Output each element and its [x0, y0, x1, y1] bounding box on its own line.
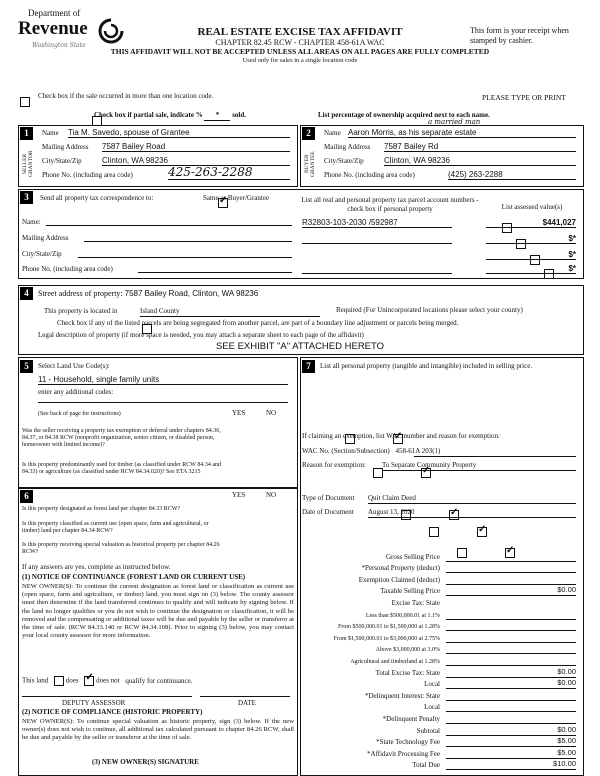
print-note: PLEASE TYPE OR PRINT	[482, 93, 566, 102]
tax-row-value[interactable]	[446, 632, 576, 643]
tax-row-value[interactable]	[446, 609, 576, 620]
buyer-side-label: BUYER GRANTEE	[304, 151, 316, 177]
parcel-number-2[interactable]	[302, 243, 452, 244]
reason-field[interactable]: To Separate Community Property	[382, 461, 576, 471]
tax-row	[300, 608, 582, 620]
notice3-title: (3) NEW OWNER(S) SIGNATURE	[92, 758, 199, 766]
land-does-checkbox[interactable]	[54, 676, 64, 686]
dept-top-text: Department of	[28, 8, 81, 18]
section-1-number: 1	[20, 127, 33, 140]
corr-city-label: City/State/Zip	[22, 250, 62, 258]
seller-side-label: SELLER GRANTOR	[22, 150, 34, 178]
buyer-name-field[interactable]: Aaron Morris, as his separate estate	[348, 128, 576, 138]
tax-row-value[interactable]	[446, 574, 576, 585]
notice2-text: NEW OWNER(S): To continue special valuation as historic property, sign (3) below. If the new owner(s) does not wish to continue, all additional tax calculated pursuant to chapter 84.26 RCW, shall be due and payable by the seller or transferor at the time of sale.	[22, 718, 294, 742]
section-5-number: 5	[20, 360, 33, 373]
tax-row	[300, 585, 582, 597]
buyer-phone-label: Phone No. (including area code)	[324, 171, 415, 179]
seller-phone-label: Phone No. (including area code)	[42, 171, 133, 179]
partial-sale-percent[interactable]: *	[204, 111, 230, 121]
assessed-value-1[interactable]: $441,027	[486, 218, 576, 228]
continuance-row	[22, 676, 192, 686]
s5-no-header: NO	[266, 409, 277, 417]
parcel-number-1[interactable]: R32803-103-2030 /592987	[302, 218, 452, 228]
corr-city-field[interactable]	[78, 257, 292, 258]
assessed-value-3[interactable]: $*	[486, 250, 576, 260]
wac-field[interactable]: 458-61A 203(1)	[395, 447, 441, 455]
tax-row	[300, 724, 582, 736]
tax-row-value	[446, 598, 576, 608]
corr-mail-field[interactable]	[84, 241, 292, 242]
street-row	[38, 289, 258, 299]
send-correspondence-label: Send all property tax correspondence to:	[40, 194, 154, 202]
tax-row-label: Local	[424, 703, 440, 712]
qualify-label: qualify for continuance.	[125, 676, 193, 685]
tax-row	[300, 654, 582, 666]
seller-city-label: City/State/Zip	[42, 157, 82, 165]
partial-sale-row	[94, 111, 246, 121]
tax-row	[300, 573, 582, 585]
doc-date-field[interactable]: August 13, 2020	[368, 508, 576, 518]
parcel-number-4[interactable]	[302, 273, 452, 274]
tax-row-value[interactable]	[446, 701, 576, 712]
notice1-title: (1) NOTICE OF CONTINUANCE (FOREST LAND OR CURRENT USE)	[22, 573, 246, 581]
tax-row-value[interactable]	[446, 713, 576, 724]
back-note: (See back of page for instructions)	[38, 411, 121, 417]
tax-row	[300, 620, 582, 632]
county-field[interactable]: Island County	[140, 307, 320, 317]
tax-row	[300, 631, 582, 643]
form-warning: THIS AFFIDAVIT WILL NOT BE ACCEPTED UNLESS ALL AREAS ON ALL PAGES ARE FULLY COMPLETED	[110, 47, 490, 56]
section-7-number: 7	[302, 360, 315, 373]
land-does-not-checkbox[interactable]	[84, 676, 94, 686]
tax-row-label: Agricultural and timberland at 1.28%	[350, 658, 440, 665]
seller-name-field[interactable]: Tia M. Savedo, spouse of Grantee	[68, 128, 290, 138]
s6-yes-header: YES	[232, 491, 246, 499]
notice1-text: NEW OWNER(S): To continue the current designation as forest land or classification as current use (open space, farm and agriculture, or timber) land, you must sign on (3) below. The county assessor must then determine if the land transferred continues to qualify and will indicate by signing below. If the land no longer qualifies or you do not wish to continue the designation or classification, it will be removed and the compensating or additional taxes will be due and payable by the seller or transferor at the time of sale. (RCW 84.33.140 or RCW 84.34.108). Prior to signing (3) below, you may contact your local county assessor for more information.	[22, 583, 294, 640]
tax-row	[300, 550, 582, 562]
seller-city-field[interactable]: Clinton, WA 98236	[102, 156, 290, 166]
dept-state-text: Washington State	[32, 42, 86, 49]
seller-name-label: Name	[42, 129, 59, 137]
notice2-title: (2) NOTICE OF COMPLIANCE (HISTORIC PROPERTY)	[22, 708, 203, 716]
corr-name-label: Name:	[22, 218, 41, 226]
section-2-number: 2	[302, 127, 315, 140]
additional-codes-label: enter any additional codes:	[38, 388, 114, 396]
located-label: This property is located in	[44, 307, 118, 315]
buyer-mail-field[interactable]: 7587 Bailey Rd	[384, 142, 576, 152]
tax-row-label: Taxable Selling Price	[380, 587, 440, 596]
tax-row-label: Above $3,000,000 at 3.0%	[375, 647, 440, 654]
tax-row	[300, 666, 582, 678]
receipt-note: This form is your receipt when stamped by cashier.	[470, 26, 569, 45]
tax-row-value[interactable]: $0.00	[446, 725, 576, 736]
tax-row-label: Local	[424, 680, 440, 689]
form-chapter: CHAPTER 82.45 RCW - CHAPTER 458-61A WAC	[215, 38, 385, 47]
assessed-value-4[interactable]: $*	[486, 264, 576, 274]
wac-line	[414, 456, 576, 457]
deputy-assessor-label: DEPUTY ASSESSOR	[62, 699, 126, 707]
doc-date-label: Date of Document	[302, 508, 354, 516]
exemption-label: If claiming an exemption, list WAC number and reason for exemption:	[302, 432, 500, 440]
tax-row	[300, 689, 582, 701]
street-field[interactable]: 7587 Bailey Road, Clinton, WA 98236	[124, 289, 259, 298]
tax-row-label: Total Due	[412, 761, 440, 770]
single-use-note: Used only for sales in a single location code	[242, 57, 358, 64]
seller-phone-field[interactable]: 425-263-2288	[168, 165, 290, 180]
tax-row-label: Excise Tax: State	[391, 598, 440, 607]
tax-row-value[interactable]	[446, 551, 576, 562]
required-note: Required (For Unincorporated locations please select your county)	[336, 306, 523, 314]
tax-row-label: *Affidavit Processing Fee	[367, 749, 440, 758]
tax-row-label: Subtotal	[416, 726, 440, 735]
additional-codes-field[interactable]	[38, 402, 288, 403]
tax-row	[300, 643, 582, 655]
corr-name-field[interactable]	[46, 225, 292, 226]
partial-sale-label: Check box if partial sale, indicate %	[94, 111, 203, 119]
tax-row-label: Less than $500,000.01 at 1.1%	[365, 612, 440, 619]
dept-name-text: Revenue	[18, 18, 88, 39]
tax-row-label: From $1,500,000.01 to $3,000,000 at 2.75%	[333, 635, 440, 642]
tax-calc-table	[300, 550, 582, 770]
legal-description[interactable]: SEE EXHIBIT "A" ATTACHED HERETO	[215, 341, 385, 352]
partial-sale-sold: sold.	[232, 111, 247, 119]
s6-question-3: Is this property receiving special valuation as historical property per chapter 84.26 RCW?	[22, 542, 220, 555]
s5-question-1: Was the seller receiving a property tax exemption or deferral under chapters 84.36, 84.37, or 84.38 RCW (nonprofit organization, senior citizen, or disabled person, homeowner with limited income)?	[22, 428, 221, 448]
seller-mail-field[interactable]: 7587 Bailey Road	[102, 142, 290, 152]
assessed-value-2[interactable]: $*	[486, 234, 576, 244]
tax-row-label: *State Technology Fee	[376, 738, 440, 747]
tax-row-value[interactable]	[446, 562, 576, 573]
segregated-label: Check box if any of the listed parcels are being segregated from another parcel, are part of a boundary line adjustment or parcels being merged.	[57, 319, 459, 327]
buyer-name-label: Name	[324, 129, 341, 137]
multi-location-checkbox[interactable]	[20, 97, 30, 107]
land-use-label: Select Land Use Code(s):	[38, 362, 110, 370]
tax-row	[300, 678, 582, 690]
doc-type-label: Type of Document	[302, 494, 355, 502]
multi-location-label: Check box if the sale occurred in more than one location code.	[38, 92, 214, 100]
tax-row-value[interactable]: $0.00	[446, 585, 576, 596]
tax-row-label: Total Excise Tax: State	[375, 668, 440, 677]
corr-phone-field[interactable]	[138, 272, 292, 273]
tax-row-value[interactable]	[446, 643, 576, 654]
tax-row-label: From $500,000.01 to $1,500,000 at 1.28%	[338, 624, 440, 631]
reason-label: Reason for exemption:	[302, 461, 366, 469]
section-6-number: 6	[20, 490, 33, 503]
corr-phone-label: Phone No. (including area code)	[22, 265, 113, 273]
percentage-label: List percentage of ownership acquired next to each name.	[318, 111, 490, 119]
tax-row	[300, 759, 582, 771]
corr-mail-label: Mailing Address	[22, 234, 69, 242]
tax-row-value[interactable]: $5.00	[446, 736, 576, 747]
tax-row-value[interactable]	[446, 620, 576, 631]
tax-row-value[interactable]: $0.00	[446, 667, 576, 678]
form-title: REAL ESTATE EXCISE TAX AFFIDAVIT	[197, 26, 403, 38]
deputy-date-line[interactable]	[200, 696, 290, 697]
tax-row-label: *Personal Property (deduct)	[361, 564, 440, 573]
same-as-buyer-label: Same as Buyer/Grantee	[203, 194, 270, 202]
buyer-city-label: City/State/Zip	[324, 157, 364, 165]
buyer-mail-label: Mailing Address	[324, 143, 371, 151]
assessed-header: List assessed value(s)	[501, 203, 563, 211]
tax-row-value[interactable]: $10.00	[446, 759, 576, 770]
doc-type-field[interactable]: Quit Claim Deed	[368, 494, 576, 504]
tax-row-label: Gross Selling Price	[385, 552, 440, 561]
tax-row-label: *Delinquent Penalty	[382, 714, 440, 723]
buyer-phone-field[interactable]: (425) 263-2288	[448, 170, 576, 180]
s6-question-1: Is this property designated as forest land per chapter 84.33 RCW?	[22, 506, 181, 512]
s6-question-2: Is this property classified as current use (open space, farm and agricultural, or timber) land per chapter 84.34 RCW?	[22, 521, 209, 534]
s6-no-header: NO	[266, 491, 277, 499]
tax-row-value[interactable]	[446, 655, 576, 666]
legal-label: Legal description of property (if more space is needed, you may attach a separate sheet to each page of the affidavit)	[38, 331, 364, 339]
buyer-city-field[interactable]: Clinton, WA 98236	[384, 156, 576, 166]
land-does-not-label: does not	[96, 676, 120, 685]
s5-yes-header: YES	[232, 409, 246, 417]
if-yes-note: If any answers are yes, complete as instructed below.	[22, 563, 171, 571]
this-land-label: This land	[22, 676, 49, 685]
dor-swoosh-icon	[98, 18, 124, 44]
tax-row-label: Exemption Claimed (deduct)	[358, 575, 440, 584]
tax-row	[300, 562, 582, 574]
s5-question-2: Is this property predominantly used for timber (as classified under RCW 84.34 and 84.33) or agriculture (as classified under RCW 84.34.020)? See ETA 3215	[22, 462, 222, 475]
tax-row	[300, 701, 582, 713]
tax-row	[300, 736, 582, 748]
tax-row-value[interactable]	[446, 690, 576, 701]
land-use-field[interactable]: 11 - Household, single family units	[38, 375, 288, 385]
tax-row	[300, 596, 582, 608]
personal-property-label: List all personal property (tangible and intangible) included in selling price.	[320, 362, 533, 370]
land-does-label: does	[65, 676, 79, 685]
tax-row-value[interactable]: $0.00	[446, 678, 576, 689]
deputy-date-label: DATE	[238, 699, 256, 707]
tax-row-value[interactable]: $5.00	[446, 748, 576, 759]
section-3-number: 3	[20, 191, 33, 204]
street-label: Street address of property:	[38, 289, 123, 298]
parcel-header: List all real and personal property tax parcel account numbers - check box if personal property	[301, 196, 479, 213]
section-4-number: 4	[20, 287, 33, 300]
tax-row	[300, 712, 582, 724]
buyer-handwritten-note: a married man	[428, 118, 481, 126]
deputy-signature-line[interactable]	[22, 696, 192, 697]
tax-row	[300, 747, 582, 759]
tax-row-label: *Delinquent Interest: State	[364, 691, 440, 700]
wac-row	[302, 447, 440, 456]
seller-mail-label: Mailing Address	[42, 143, 89, 151]
wac-label: WAC No. (Section/Subsection)	[302, 447, 390, 455]
